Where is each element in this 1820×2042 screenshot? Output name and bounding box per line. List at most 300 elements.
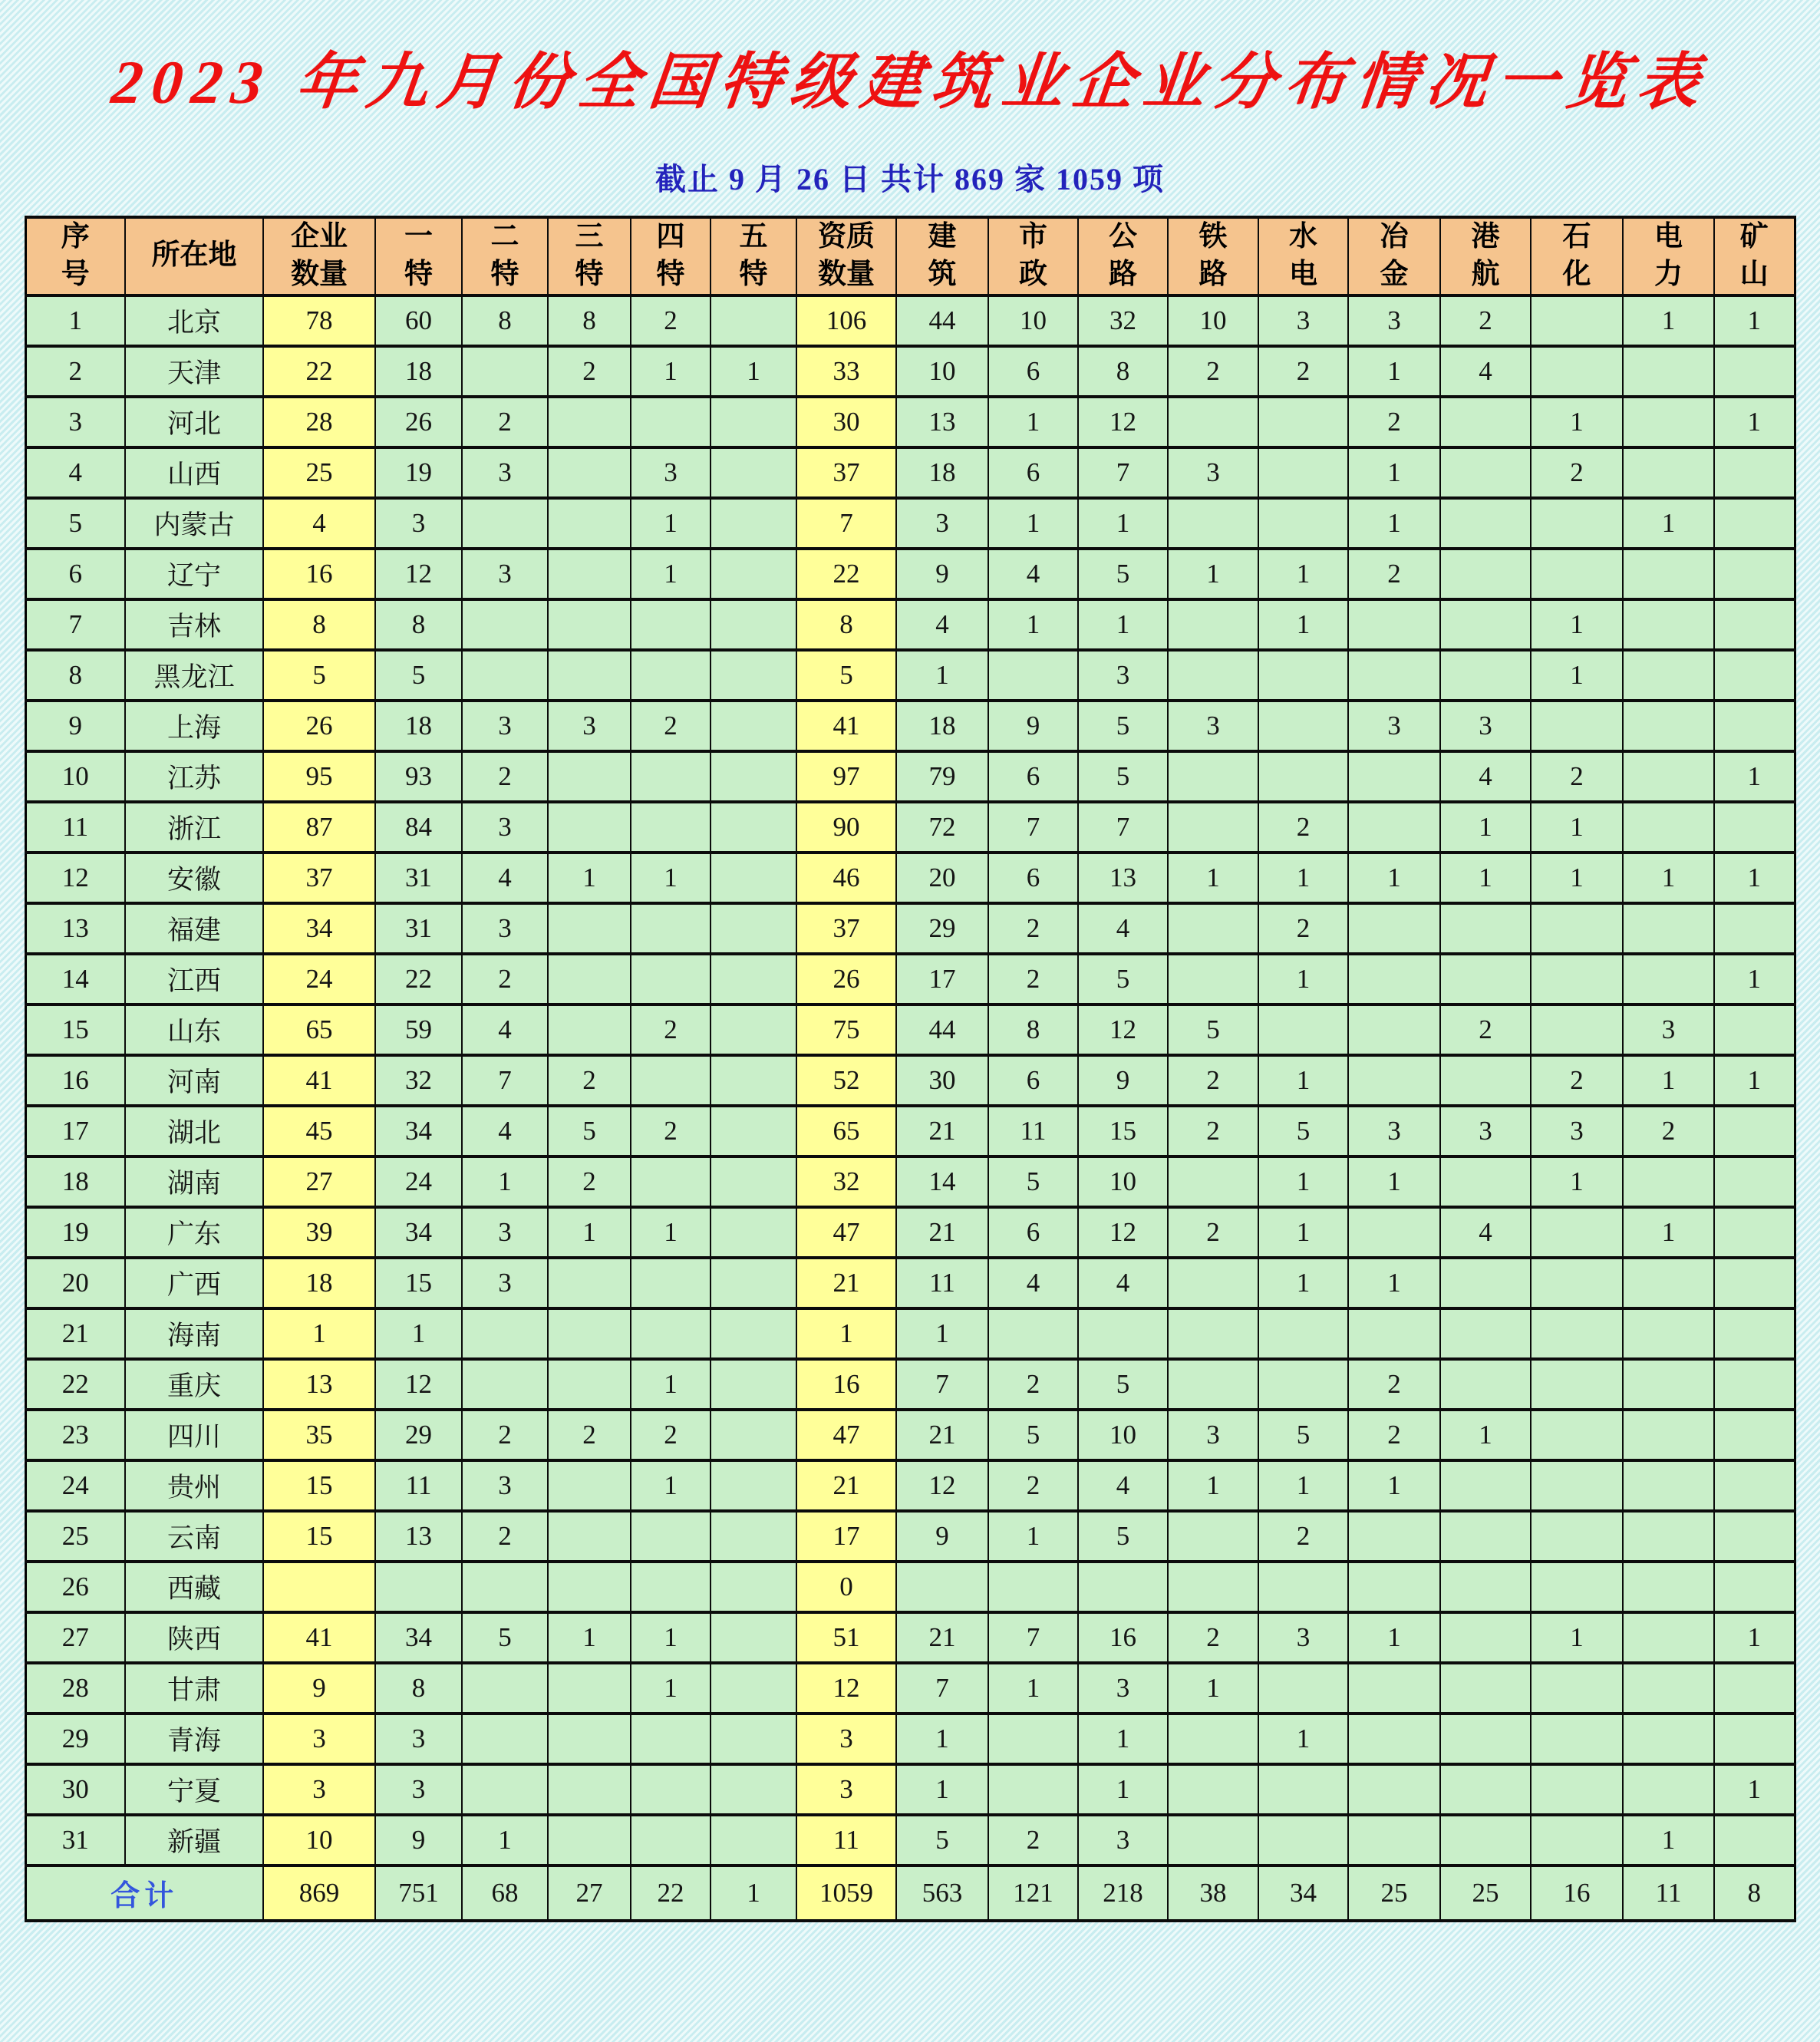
value-cell: 2 (1348, 1359, 1440, 1410)
value-cell: 1 (462, 1815, 548, 1866)
value-cell: 37 (796, 447, 896, 498)
page-subtitle: 截止 9 月 26 日 共计 869 家 1059 项 (655, 162, 1165, 196)
value-cell: 2 (548, 1156, 631, 1207)
value-cell: 44 (896, 295, 988, 346)
value-cell: 5 (1078, 1359, 1168, 1410)
value-cell (462, 1663, 548, 1714)
serial-cell: 27 (25, 1612, 125, 1663)
value-cell (1168, 599, 1258, 650)
value-cell: 3 (548, 701, 631, 751)
value-cell: 22 (263, 346, 375, 397)
value-cell (711, 447, 796, 498)
value-cell (1168, 954, 1258, 1005)
value-cell: 1 (1440, 853, 1531, 903)
value-cell: 5 (1078, 549, 1168, 599)
value-cell: 2 (1258, 346, 1348, 397)
value-cell: 9 (988, 701, 1078, 751)
value-cell (711, 1663, 796, 1714)
value-cell: 2 (548, 1055, 631, 1106)
value-cell (1531, 1460, 1623, 1511)
value-cell (548, 1258, 631, 1308)
value-cell: 18 (375, 346, 462, 397)
value-cell (1714, 1005, 1795, 1055)
region-cell: 广西 (125, 1258, 263, 1308)
value-cell (1440, 1156, 1531, 1207)
total-value-cell: 38 (1168, 1866, 1258, 1921)
value-cell: 2 (631, 1106, 711, 1156)
value-cell: 3 (375, 498, 462, 549)
value-cell: 41 (796, 701, 896, 751)
value-cell (375, 1562, 462, 1612)
value-cell: 18 (896, 447, 988, 498)
value-cell: 2 (1531, 751, 1623, 802)
table-row (25, 1562, 1795, 1612)
serial-cell: 18 (25, 1156, 125, 1207)
value-cell (462, 1359, 548, 1410)
value-cell: 11 (796, 1815, 896, 1866)
value-cell (1623, 1460, 1714, 1511)
value-cell: 3 (1258, 295, 1348, 346)
value-cell: 30 (896, 1055, 988, 1106)
value-cell (462, 1308, 548, 1359)
value-cell (631, 1714, 711, 1764)
serial-cell: 2 (25, 346, 125, 397)
value-cell: 1 (988, 498, 1078, 549)
value-cell: 10 (988, 295, 1078, 346)
value-cell: 1 (1531, 397, 1623, 447)
column-header-jianzhu: 建 筑 (896, 217, 988, 295)
value-cell (462, 599, 548, 650)
value-cell (548, 498, 631, 549)
page (0, 38, 1820, 2042)
value-cell: 2 (548, 1410, 631, 1460)
value-cell (631, 1562, 711, 1612)
value-cell (1714, 1663, 1795, 1714)
value-cell (711, 650, 796, 701)
value-cell: 2 (1168, 1055, 1258, 1106)
value-cell (263, 1562, 375, 1612)
value-cell: 4 (462, 1005, 548, 1055)
value-cell: 1 (896, 1714, 988, 1764)
value-cell: 2 (988, 903, 1078, 954)
column-header-wute: 五 特 (711, 217, 796, 295)
value-cell (711, 295, 796, 346)
value-cell (1440, 447, 1531, 498)
value-cell (1348, 903, 1440, 954)
value-cell: 1 (1258, 549, 1348, 599)
value-cell (548, 1308, 631, 1359)
value-cell: 11 (896, 1258, 988, 1308)
value-cell: 3 (896, 498, 988, 549)
value-cell (1168, 751, 1258, 802)
value-cell: 5 (263, 650, 375, 701)
value-cell: 1 (1623, 1815, 1714, 1866)
value-cell: 1 (1440, 1410, 1531, 1460)
value-cell: 9 (375, 1815, 462, 1866)
region-cell: 辽宁 (125, 549, 263, 599)
serial-cell: 12 (25, 853, 125, 903)
value-cell: 4 (1078, 1460, 1168, 1511)
value-cell: 2 (462, 954, 548, 1005)
value-cell: 1 (1348, 447, 1440, 498)
total-value-cell: 27 (548, 1866, 631, 1921)
serial-cell: 19 (25, 1207, 125, 1258)
value-cell (1440, 1815, 1531, 1866)
value-cell: 51 (796, 1612, 896, 1663)
value-cell: 1 (631, 346, 711, 397)
region-cell: 河南 (125, 1055, 263, 1106)
value-cell: 1 (1258, 954, 1348, 1005)
value-cell: 90 (796, 802, 896, 853)
value-cell (711, 954, 796, 1005)
value-cell: 1 (631, 1460, 711, 1511)
value-cell (1348, 1815, 1440, 1866)
value-cell (711, 1612, 796, 1663)
value-cell (548, 397, 631, 447)
value-cell (1531, 1308, 1623, 1359)
value-cell (1168, 1258, 1258, 1308)
value-cell (1440, 650, 1531, 701)
value-cell: 5 (375, 650, 462, 701)
value-cell (1258, 1359, 1348, 1410)
value-cell: 5 (1258, 1106, 1348, 1156)
value-cell: 27 (263, 1156, 375, 1207)
value-cell: 12 (1078, 1005, 1168, 1055)
value-cell (462, 1562, 548, 1612)
value-cell: 10 (263, 1815, 375, 1866)
total-value-cell: 121 (988, 1866, 1078, 1921)
value-cell: 1 (1714, 1764, 1795, 1815)
value-cell: 1 (1531, 1612, 1623, 1663)
value-cell: 4 (1078, 903, 1168, 954)
value-cell: 3 (1168, 447, 1258, 498)
value-cell: 1 (1623, 1207, 1714, 1258)
value-cell: 2 (1168, 1207, 1258, 1258)
region-cell: 湖南 (125, 1156, 263, 1207)
value-cell: 2 (462, 751, 548, 802)
value-cell (711, 1359, 796, 1410)
value-cell: 1 (1348, 1612, 1440, 1663)
value-cell: 2 (1168, 1106, 1258, 1156)
value-cell: 16 (796, 1359, 896, 1410)
region-cell: 安徽 (125, 853, 263, 903)
value-cell: 1 (896, 1764, 988, 1815)
value-cell (1623, 1562, 1714, 1612)
table-row (25, 802, 1795, 853)
region-cell: 内蒙古 (125, 498, 263, 549)
table-head (25, 217, 1795, 295)
value-cell (1348, 751, 1440, 802)
value-cell: 5 (988, 1156, 1078, 1207)
value-cell (548, 447, 631, 498)
table-row (25, 1612, 1795, 1663)
region-cell: 宁夏 (125, 1764, 263, 1815)
value-cell: 2 (988, 954, 1078, 1005)
serial-cell: 31 (25, 1815, 125, 1866)
value-cell (1078, 1562, 1168, 1612)
value-cell (711, 599, 796, 650)
value-cell: 1 (1258, 853, 1348, 903)
value-cell: 24 (375, 1156, 462, 1207)
table-row (25, 447, 1795, 498)
column-header-yejin: 冶 金 (1348, 217, 1440, 295)
value-cell: 1 (548, 1612, 631, 1663)
value-cell (711, 1005, 796, 1055)
value-cell: 10 (1168, 295, 1258, 346)
value-cell (1258, 1815, 1348, 1866)
value-cell (1714, 447, 1795, 498)
value-cell (1714, 1714, 1795, 1764)
value-cell: 1 (1531, 802, 1623, 853)
serial-cell: 13 (25, 903, 125, 954)
value-cell: 15 (375, 1258, 462, 1308)
value-cell (1714, 650, 1795, 701)
value-cell (1168, 650, 1258, 701)
value-cell: 13 (896, 397, 988, 447)
value-cell (711, 1460, 796, 1511)
serial-cell: 20 (25, 1258, 125, 1308)
value-cell: 1 (263, 1308, 375, 1359)
region-cell: 青海 (125, 1714, 263, 1764)
value-cell: 12 (896, 1460, 988, 1511)
value-cell: 9 (896, 1511, 988, 1562)
column-header-qiye: 企业 数量 (263, 217, 375, 295)
value-cell: 1 (462, 1156, 548, 1207)
value-cell: 1 (1440, 802, 1531, 853)
value-cell (462, 650, 548, 701)
value-cell (631, 751, 711, 802)
value-cell (1531, 346, 1623, 397)
value-cell: 7 (896, 1359, 988, 1410)
value-cell: 1 (1531, 1156, 1623, 1207)
value-cell (1348, 954, 1440, 1005)
table-row (25, 1156, 1795, 1207)
value-cell (711, 802, 796, 853)
value-cell: 2 (631, 1005, 711, 1055)
value-cell (548, 751, 631, 802)
value-cell (1258, 751, 1348, 802)
value-cell: 7 (796, 498, 896, 549)
value-cell: 8 (462, 295, 548, 346)
value-cell: 1 (1258, 1460, 1348, 1511)
total-value-cell: 1 (711, 1866, 796, 1921)
value-cell: 13 (263, 1359, 375, 1410)
table-row (25, 599, 1795, 650)
serial-cell: 14 (25, 954, 125, 1005)
value-cell: 11 (375, 1460, 462, 1511)
value-cell (1714, 1359, 1795, 1410)
value-cell: 9 (263, 1663, 375, 1714)
region-cell: 四川 (125, 1410, 263, 1460)
value-cell (1168, 1359, 1258, 1410)
value-cell: 12 (375, 1359, 462, 1410)
value-cell: 8 (1078, 346, 1168, 397)
total-label: 合计 (25, 1866, 263, 1921)
table-row (25, 295, 1795, 346)
value-cell: 1 (988, 1511, 1078, 1562)
region-cell: 河北 (125, 397, 263, 447)
value-cell: 1 (796, 1308, 896, 1359)
value-cell (1348, 802, 1440, 853)
value-cell: 75 (796, 1005, 896, 1055)
value-cell: 2 (548, 346, 631, 397)
value-cell (631, 802, 711, 853)
value-cell: 7 (896, 1663, 988, 1714)
value-cell: 28 (263, 397, 375, 447)
serial-cell: 1 (25, 295, 125, 346)
value-cell: 1 (711, 346, 796, 397)
value-cell: 6 (988, 853, 1078, 903)
value-cell: 41 (263, 1055, 375, 1106)
value-cell (1714, 599, 1795, 650)
value-cell: 6 (988, 447, 1078, 498)
column-header-suozaidi: 所在地 (125, 217, 263, 295)
value-cell (711, 1258, 796, 1308)
value-cell (711, 1562, 796, 1612)
value-cell: 21 (796, 1258, 896, 1308)
value-cell: 2 (1258, 802, 1348, 853)
value-cell: 7 (988, 1612, 1078, 1663)
value-cell (548, 1764, 631, 1815)
value-cell (1258, 1562, 1348, 1612)
value-cell: 47 (796, 1207, 896, 1258)
value-cell (1258, 397, 1348, 447)
column-header-shuidian: 水 电 (1258, 217, 1348, 295)
value-cell: 34 (375, 1207, 462, 1258)
value-cell: 1 (631, 1612, 711, 1663)
value-cell (1623, 1308, 1714, 1359)
value-cell (1168, 1764, 1258, 1815)
value-cell: 26 (796, 954, 896, 1005)
value-cell (711, 1764, 796, 1815)
value-cell: 9 (1078, 1055, 1168, 1106)
value-cell (1623, 751, 1714, 802)
value-cell (1623, 954, 1714, 1005)
table-row (25, 1308, 1795, 1359)
value-cell (631, 650, 711, 701)
value-cell: 1 (1078, 599, 1168, 650)
value-cell (1258, 1005, 1348, 1055)
serial-cell: 25 (25, 1511, 125, 1562)
total-value-cell: 8 (1714, 1866, 1795, 1921)
value-cell: 5 (1168, 1005, 1258, 1055)
table-foot (25, 1866, 1795, 1921)
value-cell (1623, 1258, 1714, 1308)
value-cell: 12 (1078, 397, 1168, 447)
value-cell: 3 (462, 549, 548, 599)
value-cell: 1 (1078, 1764, 1168, 1815)
value-cell: 21 (896, 1207, 988, 1258)
serial-cell: 15 (25, 1005, 125, 1055)
value-cell: 60 (375, 295, 462, 346)
value-cell: 65 (796, 1106, 896, 1156)
value-cell: 3 (462, 802, 548, 853)
value-cell (1440, 498, 1531, 549)
value-cell: 2 (462, 397, 548, 447)
column-header-shizheng: 市 政 (988, 217, 1078, 295)
value-cell (1714, 903, 1795, 954)
serial-cell: 21 (25, 1308, 125, 1359)
value-cell: 1 (1078, 498, 1168, 549)
value-cell (711, 853, 796, 903)
value-cell: 1 (548, 853, 631, 903)
value-cell: 3 (1348, 1106, 1440, 1156)
value-cell: 3 (1440, 1106, 1531, 1156)
value-cell (1440, 397, 1531, 447)
value-cell: 1 (548, 1207, 631, 1258)
value-cell: 1 (1714, 853, 1795, 903)
value-cell: 9 (896, 549, 988, 599)
value-cell: 31 (375, 903, 462, 954)
value-cell: 5 (548, 1106, 631, 1156)
value-cell (462, 346, 548, 397)
value-cell: 5 (1078, 701, 1168, 751)
value-cell: 37 (796, 903, 896, 954)
table-row (25, 1460, 1795, 1511)
value-cell: 7 (988, 802, 1078, 853)
value-cell (1623, 802, 1714, 853)
value-cell: 93 (375, 751, 462, 802)
header-row (25, 217, 1795, 295)
value-cell (548, 1359, 631, 1410)
value-cell: 3 (631, 447, 711, 498)
table-row (25, 751, 1795, 802)
serial-cell: 5 (25, 498, 125, 549)
value-cell: 1 (1623, 853, 1714, 903)
value-cell: 34 (375, 1612, 462, 1663)
total-value-cell: 16 (1531, 1866, 1623, 1921)
value-cell: 1 (1168, 1460, 1258, 1511)
region-cell: 上海 (125, 701, 263, 751)
value-cell: 3 (462, 1258, 548, 1308)
value-cell (1531, 1562, 1623, 1612)
value-cell: 31 (375, 853, 462, 903)
value-cell (548, 599, 631, 650)
value-cell (548, 1562, 631, 1612)
total-value-cell: 25 (1348, 1866, 1440, 1921)
value-cell (711, 903, 796, 954)
total-value-cell: 11 (1623, 1866, 1714, 1921)
value-cell (1348, 1663, 1440, 1714)
value-cell: 1 (1348, 346, 1440, 397)
value-cell (1714, 1258, 1795, 1308)
value-cell: 5 (896, 1815, 988, 1866)
value-cell (1348, 1714, 1440, 1764)
value-cell (1714, 549, 1795, 599)
value-cell: 1 (1714, 1055, 1795, 1106)
value-cell (1623, 447, 1714, 498)
value-cell: 1 (1348, 853, 1440, 903)
column-header-yite: 一 特 (375, 217, 462, 295)
value-cell: 47 (796, 1410, 896, 1460)
value-cell (1440, 1055, 1531, 1106)
value-cell: 87 (263, 802, 375, 853)
value-cell: 1 (1258, 1055, 1348, 1106)
value-cell: 12 (375, 549, 462, 599)
table-row (25, 903, 1795, 954)
region-cell: 吉林 (125, 599, 263, 650)
value-cell (1258, 1663, 1348, 1714)
value-cell: 46 (796, 853, 896, 903)
value-cell: 3 (1531, 1106, 1623, 1156)
value-cell (711, 1410, 796, 1460)
value-cell (1440, 599, 1531, 650)
table-body (25, 295, 1795, 1866)
value-cell (1623, 1511, 1714, 1562)
value-cell (631, 1511, 711, 1562)
value-cell (548, 903, 631, 954)
region-cell: 山东 (125, 1005, 263, 1055)
